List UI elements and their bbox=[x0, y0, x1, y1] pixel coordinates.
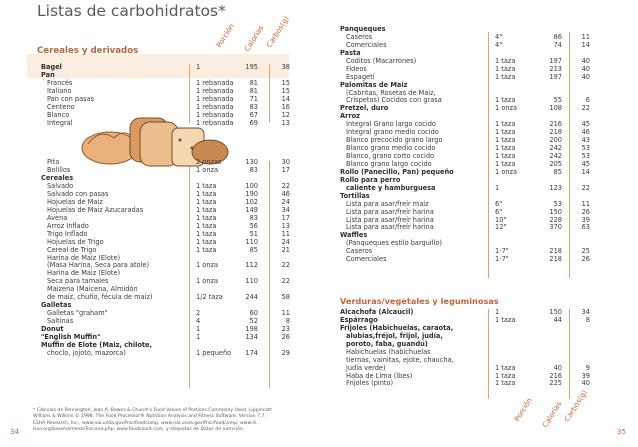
food-name: Palomitas de Maiz bbox=[340, 80, 408, 89]
food-name: Lista para asar/freír maiz bbox=[346, 199, 429, 208]
calories-value: 100 bbox=[245, 182, 258, 191]
carbs-value: 26 bbox=[581, 207, 590, 216]
food-name: de maíz, chuño, fécula de maiz) bbox=[47, 293, 153, 302]
portion-value: 1 taza bbox=[196, 245, 217, 254]
carbs-value: 8 bbox=[285, 317, 290, 325]
carbs-value: 11 bbox=[581, 32, 590, 41]
calories-value: 81 bbox=[249, 78, 258, 87]
calories-value: 83 bbox=[249, 102, 258, 111]
food-name: Bolillos bbox=[47, 166, 71, 175]
carbs-value: 45 bbox=[581, 159, 590, 168]
calories-value: 225 bbox=[549, 379, 562, 388]
calories-value: 150 bbox=[549, 207, 562, 216]
table-row bbox=[340, 256, 620, 264]
food-name: Fideos bbox=[346, 64, 367, 73]
food-name: Blanco bbox=[47, 110, 70, 119]
table-row bbox=[340, 42, 620, 50]
food-name: choclo, jojoto, mazorca) bbox=[47, 348, 126, 357]
calories-value: 216 bbox=[549, 120, 562, 129]
carbs-value: 17 bbox=[281, 213, 290, 222]
calories-value: 195 bbox=[245, 63, 258, 71]
carbs-value: 9 bbox=[585, 363, 590, 372]
calories-value: 86 bbox=[553, 32, 562, 41]
portion-value: 1 taza bbox=[495, 315, 516, 324]
calories-value: 53 bbox=[553, 199, 562, 208]
food-name: (Masa Harina, Seca para atole) bbox=[47, 261, 150, 270]
food-name: Cereal de Trigo bbox=[47, 245, 97, 254]
carbs-value: 22 bbox=[281, 261, 290, 270]
portion-value: 1 taza bbox=[196, 190, 217, 198]
carbs-value: 46 bbox=[581, 128, 590, 137]
table-row bbox=[340, 185, 620, 193]
food-name: Espageti bbox=[346, 72, 375, 81]
food-name: Lista para asar/freír harina bbox=[346, 215, 434, 224]
portion-value: 1 taza bbox=[495, 64, 516, 73]
carbs-value: 11 bbox=[281, 229, 290, 238]
portion-value: 1 taza bbox=[196, 205, 217, 214]
food-name: Espárrago bbox=[340, 315, 378, 324]
portion-value: 1-7" bbox=[495, 255, 509, 264]
carbs-value: 13 bbox=[281, 221, 290, 230]
calories-value: 110 bbox=[245, 277, 258, 286]
food-name: Pasta bbox=[340, 48, 361, 57]
food-name: Caseros bbox=[346, 247, 373, 256]
carbs-value: 14 bbox=[581, 167, 590, 176]
col-header-calories: Calorías bbox=[242, 23, 266, 53]
carbs-value: 12 bbox=[281, 110, 290, 119]
carbs-value: 29 bbox=[281, 348, 290, 357]
food-name: Pretzel, duro bbox=[340, 104, 389, 113]
portion-value: 1 bbox=[196, 324, 201, 333]
food-name: Italiano bbox=[47, 86, 72, 95]
right-table bbox=[340, 26, 620, 264]
col-header-portion-bottom: Porción bbox=[512, 396, 534, 423]
calories-value: 112 bbox=[245, 261, 258, 270]
calories-value: 71 bbox=[249, 94, 258, 103]
food-name: Comerciales bbox=[346, 40, 387, 49]
food-name: Integral bbox=[47, 118, 73, 127]
food-name: Pan bbox=[41, 70, 55, 79]
food-name: Cereales bbox=[41, 174, 74, 183]
calories-value: 110 bbox=[245, 237, 258, 246]
portion-value: 4" bbox=[495, 32, 503, 41]
portion-value: 1 rebanada bbox=[196, 110, 234, 119]
calories-value: 44 bbox=[553, 315, 562, 324]
calories-value: 81 bbox=[249, 86, 258, 95]
carbs-value: 40 bbox=[581, 379, 590, 388]
carbs-value: 38 bbox=[281, 63, 290, 71]
calories-value: 242 bbox=[549, 144, 562, 153]
food-name: Arroz bbox=[340, 112, 360, 121]
carbs-value: 40 bbox=[581, 56, 590, 65]
portion-value: 1 taza bbox=[495, 56, 516, 65]
portion-value: 1 bbox=[196, 63, 201, 71]
calories-value: 242 bbox=[549, 152, 562, 160]
calories-value: 74 bbox=[553, 40, 562, 49]
calories-value: 370 bbox=[549, 223, 562, 232]
portion-value: 1 taza bbox=[495, 379, 516, 388]
table-row bbox=[340, 240, 620, 248]
carbs-value: 21 bbox=[281, 245, 290, 254]
right-table-vegetables bbox=[340, 309, 620, 388]
calories-value: 123 bbox=[549, 183, 562, 192]
food-name: Alcachofa (Alcaucil) bbox=[340, 308, 414, 316]
portion-value: 1 rebanada bbox=[196, 94, 234, 103]
portion-value: 1 rebanada bbox=[196, 78, 234, 87]
portion-value: 1 taza bbox=[196, 213, 217, 222]
portion-value: 1 taza bbox=[495, 136, 516, 145]
food-name: Avena bbox=[47, 213, 68, 222]
food-name: Haba de Lima (lbes) bbox=[346, 371, 413, 380]
portion-value: 2 onzas bbox=[196, 158, 222, 167]
calories-value: 85 bbox=[249, 245, 258, 254]
carbs-value: 39 bbox=[581, 215, 590, 224]
portion-value: 1 onza bbox=[495, 104, 518, 113]
table-row bbox=[340, 309, 620, 317]
calories-value: 190 bbox=[245, 190, 258, 198]
food-name: Blanco, grano corto cocido bbox=[346, 152, 435, 160]
table-row bbox=[41, 350, 291, 358]
carbs-value: 23 bbox=[281, 324, 290, 333]
food-name: Muffin de Elote (Maiz, chilote, bbox=[41, 340, 153, 349]
food-name: Harina de Maiz (Elote) bbox=[47, 269, 121, 278]
carbs-value: 16 bbox=[281, 102, 290, 111]
food-name: Arroz Inflado bbox=[47, 221, 89, 230]
table-row bbox=[340, 26, 620, 34]
food-name: Crispetas) Cocidos con grasa bbox=[346, 96, 442, 105]
food-name: Salvado bbox=[47, 182, 74, 191]
food-name: Comerciales bbox=[346, 255, 387, 264]
food-name: Galletas "graham" bbox=[47, 309, 108, 318]
food-name: Centeno bbox=[47, 102, 75, 111]
section-title-cereales: Cereales y derivados bbox=[37, 46, 139, 56]
portion-value: 1 taza bbox=[196, 237, 217, 246]
calories-value: 55 bbox=[553, 96, 562, 105]
calories-value: 197 bbox=[549, 56, 562, 65]
portion-value: 2 bbox=[196, 309, 201, 318]
portion-value: 1 onza bbox=[196, 261, 219, 270]
calories-value: 130 bbox=[245, 158, 258, 167]
portion-value: 1 rebanada bbox=[196, 86, 234, 95]
calories-value: 52 bbox=[249, 317, 258, 325]
table-row bbox=[340, 224, 620, 232]
calories-value: 228 bbox=[549, 215, 562, 224]
carbs-value: 15 bbox=[281, 78, 290, 87]
calories-value: 205 bbox=[549, 159, 562, 168]
col-header-portion: Porción bbox=[214, 22, 236, 49]
portion-value: 1 pequeño bbox=[196, 348, 232, 357]
portion-value: 1 taza bbox=[196, 197, 217, 206]
table-row bbox=[41, 135, 291, 143]
carbs-value: 30 bbox=[281, 158, 290, 167]
calories-value: 60 bbox=[249, 309, 258, 318]
food-name: Seca para tamales bbox=[47, 277, 109, 286]
portion-value: 1 taza bbox=[196, 229, 217, 238]
food-name: poroto, faba, guandú) bbox=[346, 339, 428, 348]
calories-value: 102 bbox=[245, 197, 258, 206]
carbs-value: 34 bbox=[281, 205, 290, 214]
portion-value: 1-7" bbox=[495, 247, 509, 256]
carbs-value: 15 bbox=[281, 86, 290, 95]
food-name: Lista para asar/freír harina bbox=[346, 223, 434, 232]
portion-value: 1/2 taza bbox=[196, 293, 223, 302]
food-name: Blanco grano medio cocido bbox=[346, 144, 436, 153]
calories-value: 85 bbox=[553, 167, 562, 176]
food-name: Rollo para perro bbox=[340, 175, 401, 184]
calories-value: 83 bbox=[249, 213, 258, 222]
carbs-value: 46 bbox=[281, 190, 290, 198]
table-row bbox=[41, 143, 291, 151]
food-name: Francés bbox=[47, 78, 73, 87]
table-row bbox=[41, 128, 291, 136]
food-name: Frijoles (Habichuelas, caraota, bbox=[340, 323, 454, 332]
table-row bbox=[340, 105, 620, 113]
portion-value: 1 rebanada bbox=[196, 118, 234, 127]
portion-value: 6" bbox=[495, 199, 503, 208]
carbs-value: 39 bbox=[581, 371, 590, 380]
portion-value: 1 onza bbox=[196, 277, 219, 286]
food-name: Hojuelas de Maiz Azucaradas bbox=[47, 205, 144, 214]
food-name: Galletas bbox=[41, 301, 72, 310]
food-name: Bagel bbox=[41, 63, 62, 71]
food-name: Trigo Inflado bbox=[47, 229, 88, 238]
food-name: (Panqueques estilo barquillo) bbox=[346, 239, 443, 248]
food-name: Rollo (Panecillo, Pan) pequeño bbox=[340, 167, 454, 176]
food-name: Waffles bbox=[340, 231, 368, 240]
food-name: Donut bbox=[41, 324, 64, 333]
portion-value: 4 bbox=[196, 317, 201, 325]
calories-value: 218 bbox=[549, 247, 562, 256]
food-name: Habichuelas (habichuelas bbox=[346, 347, 431, 356]
portion-value: 10" bbox=[495, 215, 507, 224]
food-name: Integral grano medio cocido bbox=[346, 128, 439, 137]
portion-value: 1 taza bbox=[495, 159, 516, 168]
section-title-verduras: Verduras/vegetales y leguminosas bbox=[340, 296, 499, 306]
portion-value: 4" bbox=[495, 40, 503, 49]
food-name: "English Muffin" bbox=[41, 332, 101, 341]
carbs-value: 63 bbox=[581, 223, 590, 232]
food-name: Tortillas bbox=[340, 191, 370, 200]
calories-value: 83 bbox=[249, 166, 258, 175]
table-row bbox=[41, 167, 291, 175]
carbs-value: 22 bbox=[581, 104, 590, 113]
food-name: Salvado con pasas bbox=[47, 190, 109, 198]
calories-value: 198 bbox=[245, 324, 258, 333]
carbs-value: 22 bbox=[281, 277, 290, 286]
food-name: Saltinas bbox=[47, 317, 74, 325]
portion-value: 1 taza bbox=[495, 371, 516, 380]
food-name: Coditos (Macarrones) bbox=[346, 56, 417, 65]
col-header-calories-bottom: Calorías bbox=[540, 399, 564, 429]
calories-value: 197 bbox=[549, 72, 562, 81]
table-row bbox=[41, 64, 291, 72]
portion-value: 1 taza bbox=[495, 144, 516, 153]
left-table bbox=[41, 64, 291, 358]
calories-value: 40 bbox=[553, 363, 562, 372]
portion-value: 1 taza bbox=[495, 363, 516, 372]
carbs-value: 11 bbox=[581, 199, 590, 208]
portion-value: 1 taza bbox=[196, 182, 217, 191]
carbs-value: 14 bbox=[581, 40, 590, 49]
portion-value: 1 bbox=[196, 332, 201, 341]
col-header-carbs-bottom: Carbos(g) bbox=[562, 388, 589, 423]
calories-value: 67 bbox=[249, 110, 258, 119]
food-name: Caseros bbox=[346, 32, 373, 41]
calories-value: 218 bbox=[549, 255, 562, 264]
calories-value: 216 bbox=[549, 371, 562, 380]
carbs-value: 17 bbox=[281, 166, 290, 175]
food-name: Blanco grano largo cocido bbox=[346, 159, 432, 168]
calories-value: 150 bbox=[549, 308, 562, 316]
carbs-value: 40 bbox=[581, 64, 590, 73]
portion-value: 1 taza bbox=[495, 72, 516, 81]
calories-value: 51 bbox=[249, 229, 258, 238]
page-number-right: 35 bbox=[617, 428, 626, 436]
carbs-value: 11 bbox=[281, 309, 290, 318]
food-name: Lista para asar/freír harina bbox=[346, 207, 434, 216]
calories-value: 218 bbox=[549, 128, 562, 137]
food-name: Pan con pasas bbox=[47, 94, 95, 103]
food-name: caliente y hamburguesa bbox=[346, 183, 436, 192]
calories-value: 244 bbox=[245, 293, 258, 302]
calories-value: 134 bbox=[245, 332, 258, 341]
portion-value: 1 onza bbox=[495, 167, 518, 176]
carbs-value: 26 bbox=[281, 332, 290, 341]
portion-value: 1 taza bbox=[495, 128, 516, 137]
calories-value: 213 bbox=[549, 64, 562, 73]
carbs-value: 43 bbox=[581, 136, 590, 145]
food-name: judía verde) bbox=[346, 363, 386, 372]
carbs-value: 14 bbox=[281, 94, 290, 103]
portion-value: 1 bbox=[495, 308, 500, 316]
table-row bbox=[340, 58, 620, 66]
carbs-value: 58 bbox=[281, 293, 290, 302]
food-name: Maizena (Maicena, Almidón bbox=[47, 285, 138, 294]
food-name: Panqueques bbox=[340, 25, 386, 33]
carbs-value: 53 bbox=[581, 144, 590, 153]
portion-value: 1 taza bbox=[495, 120, 516, 129]
food-name: Hojuelas de Trigo bbox=[47, 237, 104, 246]
food-name: alubias,fréjol, frijol, judía, bbox=[346, 331, 443, 340]
table-row bbox=[340, 380, 620, 388]
carbs-value: 8 bbox=[585, 315, 590, 324]
footnote: * Cálculos de Pennington, Jean A. Bowes & Church's Food Values of Portions Commonly Used. Lippincott Willians & Wilkins © 1998. The Food Processor® Nutrition Analysis and Fitness Software. Version 7.7. ESHA Research, Inc., www.nal.usda.gov/fnic/foodcomp, www.nal.usda.gov/fnic/foodcomp; www.hi. lsso.org/base/alimentoToscana.php, www.foodcount.com, y etiquetas de Datos de nutrición. bbox=[33, 408, 272, 433]
carbs-value: 25 bbox=[581, 247, 590, 256]
food-name: tiernas, vainitas, ejote, chaucha, bbox=[346, 355, 454, 364]
portion-value: 1 taza bbox=[495, 152, 516, 160]
food-name: Pita bbox=[47, 158, 60, 167]
calories-value: 149 bbox=[245, 205, 258, 214]
calories-value: 200 bbox=[549, 136, 562, 145]
carbs-value: 34 bbox=[581, 308, 590, 316]
portion-value: 1 rebanada bbox=[196, 102, 234, 111]
food-name: Hojuelas de Maiz bbox=[47, 197, 103, 206]
col-header-carbs: Carbos(g) bbox=[264, 14, 291, 49]
table-row bbox=[41, 294, 291, 302]
table-row bbox=[340, 66, 620, 74]
portion-value: 12" bbox=[495, 223, 507, 232]
page-title: Listas de carbohidratos* bbox=[37, 2, 226, 20]
portion-value: 1 bbox=[495, 183, 500, 192]
portion-value: 1 taza bbox=[196, 221, 217, 230]
carbs-value: 24 bbox=[281, 237, 290, 246]
calories-value: 69 bbox=[249, 118, 258, 127]
calories-value: 56 bbox=[249, 221, 258, 230]
calories-value: 108 bbox=[549, 104, 562, 113]
table-row bbox=[41, 120, 291, 128]
carbs-value: 40 bbox=[581, 72, 590, 81]
food-name: Integral Grano largo cocido bbox=[346, 120, 436, 129]
portion-value: 1 onza bbox=[196, 166, 219, 175]
carbs-value: 6 bbox=[585, 96, 590, 105]
carbs-value: 53 bbox=[581, 152, 590, 160]
portion-value: 6" bbox=[495, 207, 503, 216]
carbs-value: 24 bbox=[281, 197, 290, 206]
calories-value: 174 bbox=[245, 348, 258, 357]
food-name: Harina de Maiz (Elote) bbox=[47, 253, 121, 262]
carbs-value: 22 bbox=[581, 183, 590, 192]
food-name: Blanco precocido grano largo bbox=[346, 136, 443, 145]
carbs-value: 22 bbox=[281, 182, 290, 191]
food-name: Frijoles (pinto) bbox=[346, 379, 394, 388]
carbs-value: 45 bbox=[581, 120, 590, 129]
food-name: (Cabritas, Rosetas de Maiz, bbox=[346, 88, 436, 97]
carbs-value: 26 bbox=[581, 255, 590, 264]
page-number-left: 34 bbox=[10, 428, 19, 436]
portion-value: 1 taza bbox=[495, 96, 516, 105]
carbs-value: 13 bbox=[281, 118, 290, 127]
